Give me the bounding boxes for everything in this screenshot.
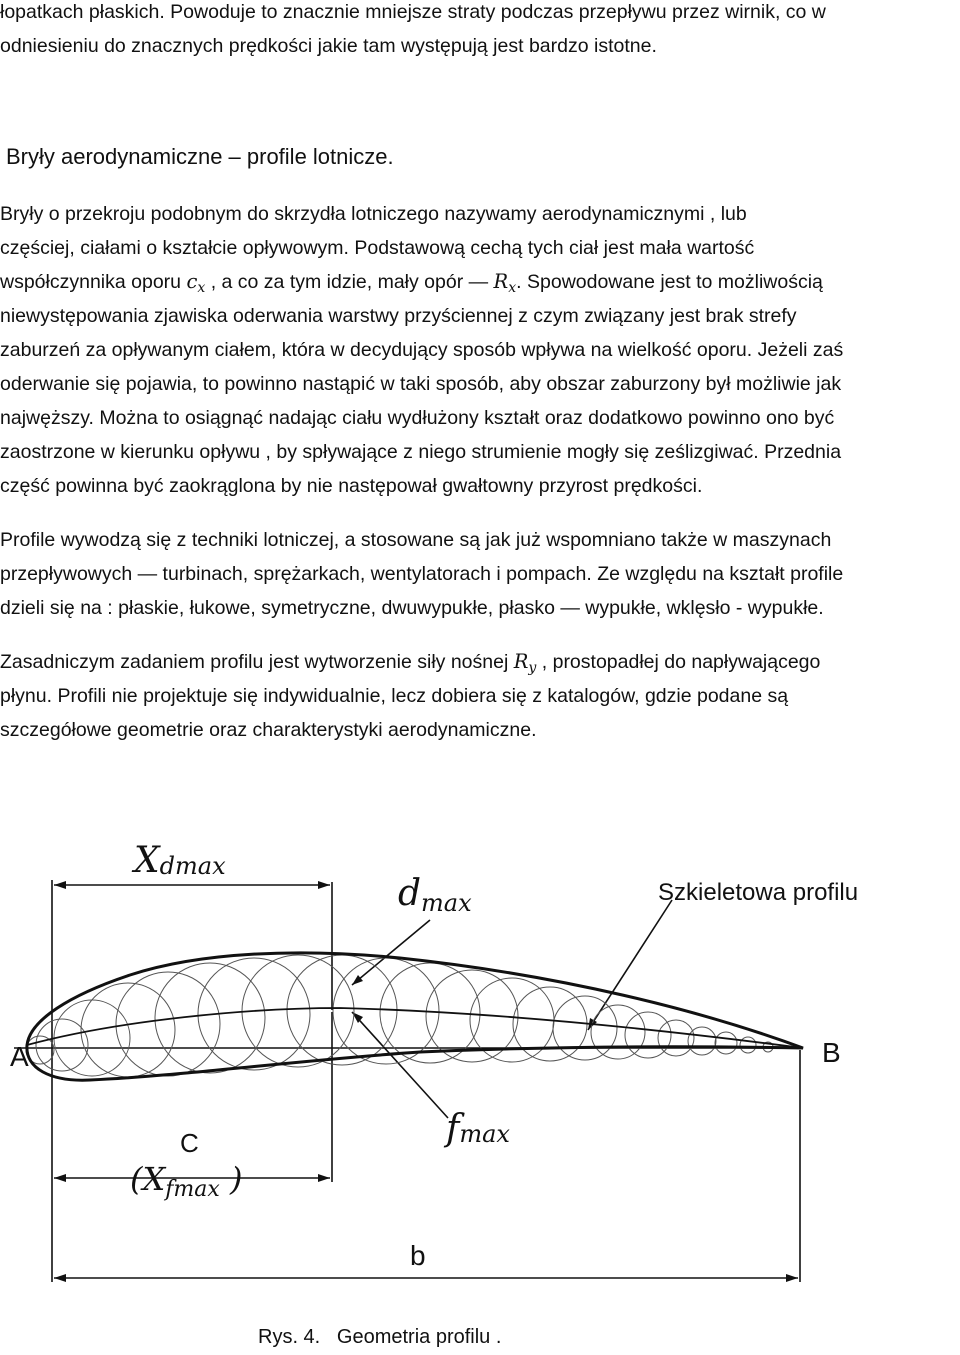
point-a-label: A [10, 1041, 29, 1072]
symbol-rx [493, 270, 517, 296]
symbol-rx-sub: x [508, 279, 517, 296]
p3-line-3: szczegółowe geometrie oraz charakterystyki aerodynamiczne. [0, 719, 537, 741]
symbol-cx-main: c [186, 270, 198, 293]
p3-line-1-text-a: Zasadniczym zadaniem profilu jest wytworzenie siły nośnej [0, 651, 514, 673]
xdmax-label: Xdmax [134, 840, 226, 881]
dmax-label: dmax [398, 873, 472, 917]
intro-line-2: odniesieniu do znacznych prędkości jakie tam występują jest bardzo istotne. [0, 35, 657, 57]
p1-line-3-text-c: . Spowodowane jest to możliwością [516, 271, 823, 293]
symbol-ry [513, 650, 537, 676]
arrowhead [54, 881, 66, 889]
c-label: C [180, 1128, 199, 1158]
symbol-rx-main: R [493, 270, 509, 293]
skeleton-label: Szkieletowa profilu [658, 879, 859, 906]
arrowhead [54, 1174, 66, 1182]
symbol-cx-sub: x [197, 279, 206, 296]
fmax-leader [352, 1012, 448, 1118]
arrowhead [786, 1274, 798, 1282]
symbol-ry-sub: y [528, 659, 537, 676]
p1-line-2: częściej, ciałami o kształcie opływowym. Podstawową cechą tych ciał jest mała wartość [0, 237, 755, 259]
intro-line-1: łopatkach płaskich. Powoduje to znacznie mniejsze straty podczas przepływu przez wirnik, co w [0, 1, 826, 23]
p3-line-2: płynu. Profili nie projektuje się indywidualnie, lecz dobiera się z katalogów, gdzie podane są [0, 685, 789, 707]
b-label: b [410, 1240, 426, 1271]
p1-line-6: oderwanie się pojawia, to powinno nastąpić w taki sposób, aby obszar zaburzony był możliwie jak [0, 373, 842, 395]
skeleton-leader [588, 900, 672, 1030]
p1-line-1: Bryły o przekroju podobnym do skrzydła lotniczego nazywamy aerodynamicznymi , lub [0, 203, 747, 225]
airfoil-figure [0, 820, 960, 1320]
p1-line-3-text-b: , a co za tym idzie, mały opór — [205, 271, 494, 293]
camber-line [27, 1008, 803, 1048]
symbol-cx [186, 270, 206, 296]
fmax-label: fmax [446, 1108, 510, 1149]
p1-line-3 [0, 270, 823, 300]
xfmax-label: (Xfmax ) [130, 1160, 243, 1202]
p1-line-8: zaostrzone w kierunku opływu , by spływające z niego strumienie mogły się ześlizgiwać. Przednia [0, 441, 842, 463]
section-title: Bryły aerodynamiczne – profile lotnicze. [6, 144, 394, 169]
point-b-label: B [822, 1037, 841, 1068]
p3-line-1 [0, 650, 820, 680]
p1-line-9: część powinna być zaokrąglona by nie następował gwałtowny przyrost prędkości. [0, 475, 703, 497]
p3-line-1-text-b: , prostopadłej do napływającego [536, 651, 821, 673]
figure-caption: Rys. 4. Geometria profilu . [258, 1326, 502, 1348]
p2-line-1: Profile wywodzą się z techniki lotniczej, a stosowane są jak już wspomniano także w maszynach [0, 529, 832, 551]
p1-line-4: niewystępowania zjawiska oderwania warstwy przyściennej z czym związany jest brak strefy [0, 305, 797, 327]
p1-line-7: najwęższy. Można to osiągnąć nadając ciału wydłużony kształt oraz dodatkowo powinno ono być [0, 407, 835, 429]
arrowhead [318, 881, 330, 889]
arrowhead [54, 1274, 66, 1282]
dmax-leader [352, 920, 430, 985]
p1-line-5: zaburzeń za opływanym ciałem, która w decydujący sposób wpływa na wielkość oporu. Jeżeli zaś [0, 339, 844, 361]
p2-line-3: dzieli się na : płaskie, łukowe, symetryczne, dwuwypukłe, płasko — wypukłe, wklęsło - wypukłe. [0, 597, 824, 619]
p1-line-3-text-a: współczynnika oporu [0, 271, 187, 293]
arrowhead [318, 1174, 330, 1182]
p2-line-2: przepływowych — turbinach, sprężarkach, wentylatorach i pompach. Ze względu na kształt profile [0, 563, 844, 585]
symbol-ry-main: R [513, 650, 529, 673]
